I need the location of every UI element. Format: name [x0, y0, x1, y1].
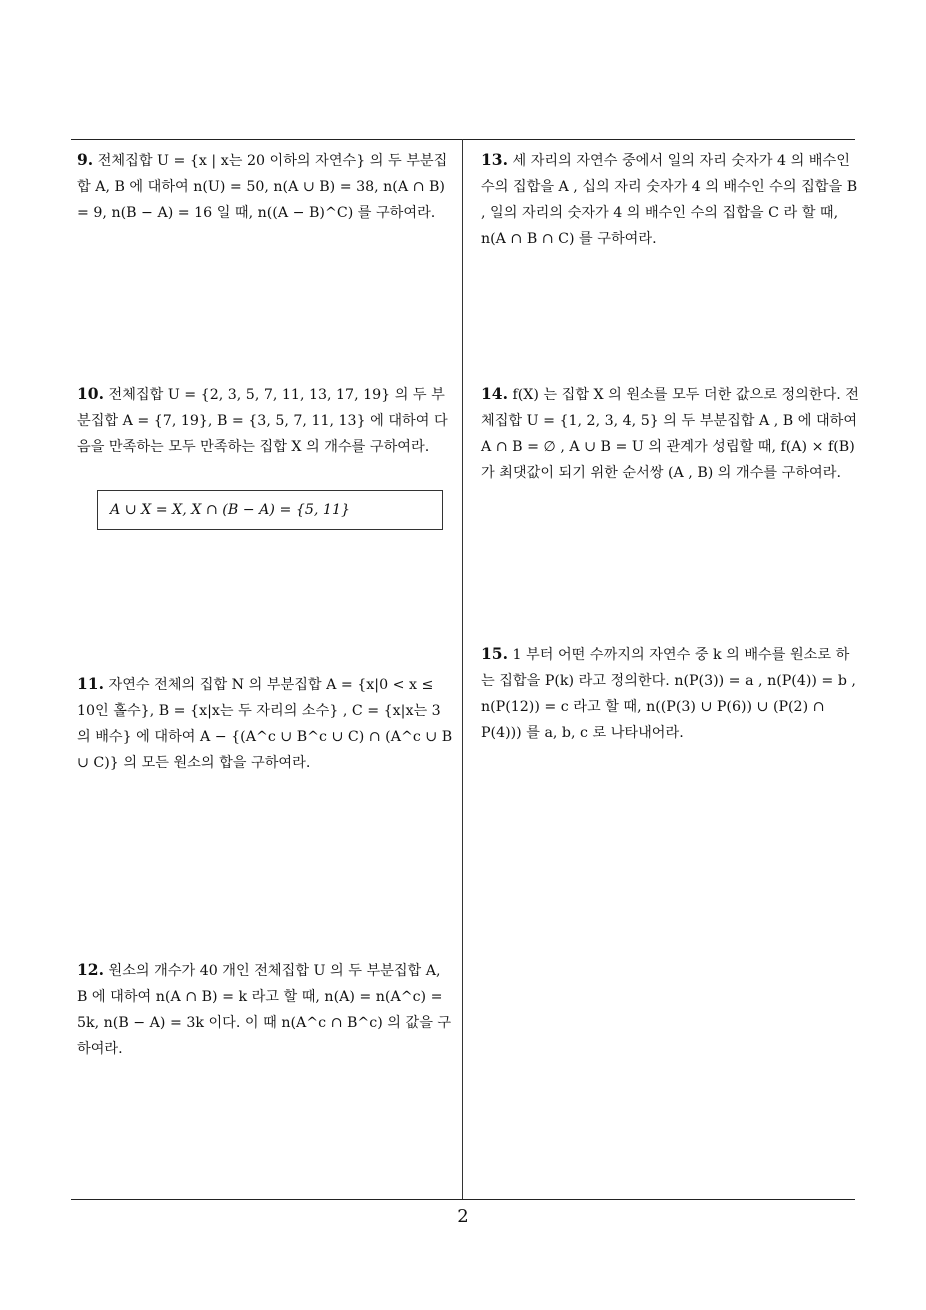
problem-text: 전체집합 U = {2, 3, 5, 7, 11, 13, 17, 19} 의 두 부분집합 A = {7, 19}, B = {3, 5, 7, 11, 13} 에 대하여 다음을 만족하는 모두 만족하는 집합 X 의 개수를 구하여라.	[77, 387, 448, 455]
problem-number: 10.	[77, 384, 104, 403]
page-number: 2	[457, 1206, 469, 1227]
problem-number: 12.	[77, 960, 104, 979]
problem-text: 원소의 개수가 40 개인 전체집합 U 의 두 부분집합 A, B 에 대하여 n(A ∩ B) = k 라고 할 때, n(A) = n(A^c) = 5k, n(B − A) = 3k 이다. 이 때 n(A^c ∩ B^c) 의 값을 구하여라.	[77, 963, 452, 1057]
problem-number: 9.	[77, 150, 94, 169]
problem-number: 15.	[481, 644, 508, 663]
condition-box: A ∪ X = X, X ∩ (B − A) = {5, 11}	[97, 490, 443, 530]
problem-9	[77, 147, 454, 226]
problem-14	[481, 381, 859, 486]
bottom-rule	[71, 1199, 855, 1200]
problem-text: 전체집합 U = {x | x는 20 이하의 자연수} 의 두 부분집합 A, B 에 대하여 n(U) = 50, n(A ∪ B) = 38, n(A ∩ B) = 9, n(B − A) = 16 일 때, n((A − B)^C) 를 구하여라.	[77, 153, 448, 221]
problem-15	[481, 641, 859, 746]
problem-12	[77, 957, 454, 1062]
problem-number: 11.	[77, 674, 104, 693]
problem-text: f(X) 는 집합 X 의 원소를 모두 더한 값으로 정의한다. 전체집합 U = {1, 2, 3, 4, 5} 의 두 부분집합 A , B 에 대하여 A ∩ B = ∅ , A ∪ B = U 의 관계가 성립할 때, f(A) × f(B) 가 최댓값이 되기 위한 순서쌍 (A , B) 의 개수를 구하여라.	[481, 387, 860, 481]
problem-10	[77, 381, 454, 460]
problem-number: 14.	[481, 384, 508, 403]
problem-text: 자연수 전체의 집합 N 의 부분집합 A = {x|0 < x ≤ 10인 홀수}, B = {x|x는 두 자리의 소수} , C = {x|x는 3의 배수} 에 대하여 A − {(A^c ∪ B^c ∪ C) ∩ (A^c ∪ B ∪ C)} 의 모든 원소의 합을 구하여라.	[77, 677, 453, 771]
problem-13	[481, 147, 859, 252]
column-divider	[462, 139, 463, 1199]
problem-number: 13.	[481, 150, 508, 169]
problem-text: 1 부터 어떤 수까지의 자연수 중 k 의 배수를 원소로 하는 집합을 P(k) 라고 정의한다. n(P(3)) = a , n(P(4)) = b , n(P(12)) = c 라고 할 때, n((P(3) ∪ P(6)) ∪ (P(2) ∩ P(4))) 를 a, b, c 로 나타내어라.	[481, 647, 856, 741]
top-rule	[71, 139, 855, 140]
problem-11	[77, 671, 454, 776]
problem-text: 세 자리의 자연수 중에서 일의 자리 숫자가 4 의 배수인 수의 집합을 A , 십의 자리 숫자가 4 의 배수인 수의 집합을 B , 일의 자리의 숫자가 4 의 배수인 수의 집합을 C 라 할 때, n(A ∩ B ∩ C) 를 구하여라.	[481, 153, 858, 247]
